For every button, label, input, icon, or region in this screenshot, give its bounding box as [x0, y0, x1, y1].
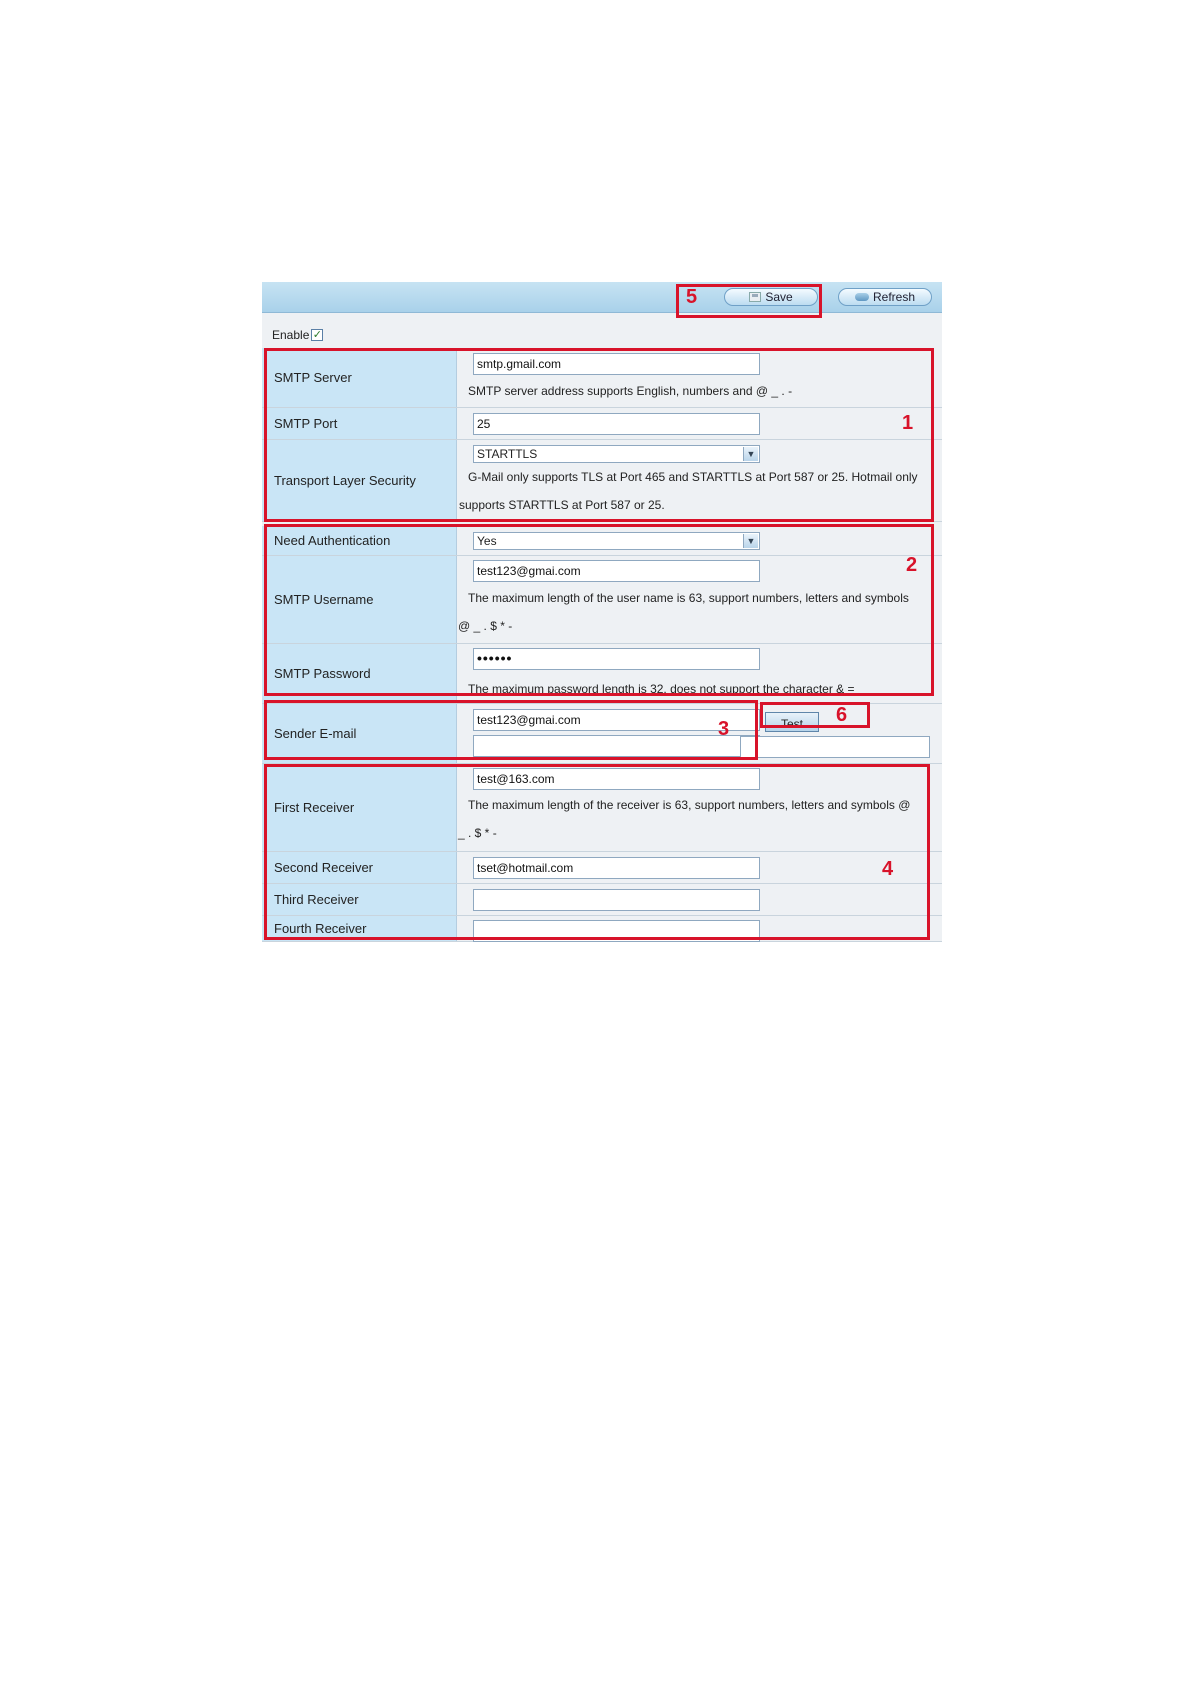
- sender-email-input[interactable]: test123@gmai.com: [473, 709, 760, 731]
- annotation-number-1: 1: [902, 412, 914, 434]
- annotation-number-5: 5: [686, 286, 698, 308]
- second-receiver-input[interactable]: tset@hotmail.com: [473, 857, 760, 879]
- annotation-box-1: [264, 348, 934, 522]
- smtp-username-label: SMTP Username: [262, 556, 457, 643]
- refresh-label: Refresh: [872, 290, 916, 304]
- smtp-server-label: SMTP Server: [262, 348, 457, 407]
- tls-hint-1: G-Mail only supports TLS at Port 465 and STARTTLS at Port 587 or 25. Hotmail only: [468, 470, 918, 484]
- save-label: Save: [765, 290, 793, 304]
- smtp-username-hint-2: @ _ . $ * -: [458, 619, 513, 633]
- first-receiver-hint-2: _ . $ * -: [458, 826, 497, 840]
- tls-value: STARTTLS: [477, 447, 538, 461]
- smtp-username-hint-1: The maximum length of the user name is 63, support numbers, letters and symbols: [468, 591, 909, 605]
- fourth-receiver-label: Fourth Receiver: [262, 916, 457, 941]
- tls-hint-2: supports STARTTLS at Port 587 or 25.: [459, 498, 665, 512]
- annotation-number-3: 3: [718, 718, 730, 740]
- first-receiver-label: First Receiver: [262, 764, 457, 851]
- annotation-number-4: 4: [882, 858, 894, 880]
- smtp-server-input[interactable]: smtp.gmail.com: [473, 353, 760, 375]
- smtp-username-input[interactable]: test123@gmai.com: [473, 560, 760, 582]
- enable-row: [272, 328, 323, 342]
- second-receiver-label: Second Receiver: [262, 852, 457, 883]
- chevron-down-icon: ▼: [743, 534, 758, 548]
- need-auth-value: Yes: [477, 534, 497, 548]
- smtp-password-input[interactable]: ••••••: [473, 648, 760, 670]
- annotation-box-5: [676, 284, 822, 318]
- enable-label: Enable: [272, 328, 310, 342]
- test-button[interactable]: Test: [765, 712, 819, 732]
- annotation-box-3: [264, 700, 758, 760]
- smtp-port-label: SMTP Port: [262, 408, 457, 439]
- annotation-box-6: [760, 702, 870, 728]
- chevron-down-icon: ▼: [743, 447, 758, 461]
- annotation-box-4: [264, 764, 930, 940]
- smtp-port-input[interactable]: 25: [473, 413, 760, 435]
- smtp-server-hint: SMTP server address supports English, numbers and @ _ . -: [468, 384, 793, 398]
- first-receiver-input[interactable]: test@163.com: [473, 768, 760, 790]
- test-result-field: [740, 736, 930, 758]
- third-receiver-label: Third Receiver: [262, 884, 457, 915]
- annotation-number-6: 6: [836, 704, 848, 726]
- first-receiver-hint-1: The maximum length of the receiver is 63, support numbers, letters and symbols @: [468, 798, 911, 812]
- need-auth-label: Need Authentication: [262, 526, 457, 555]
- smtp-password-label: SMTP Password: [262, 644, 457, 703]
- annotation-box-2: [264, 524, 934, 696]
- sender-email-label: Sender E-mail: [262, 704, 457, 763]
- smtp-password-hint: The maximum password length is 32, does not support the character & =: [468, 682, 855, 696]
- refresh-button[interactable]: [838, 288, 932, 306]
- annotation-number-2: 2: [906, 554, 918, 576]
- refresh-icon: [855, 293, 869, 301]
- toolbar: [262, 282, 942, 313]
- enable-checkbox[interactable]: ✓: [312, 329, 322, 341]
- tls-label: Transport Layer Security: [262, 440, 457, 521]
